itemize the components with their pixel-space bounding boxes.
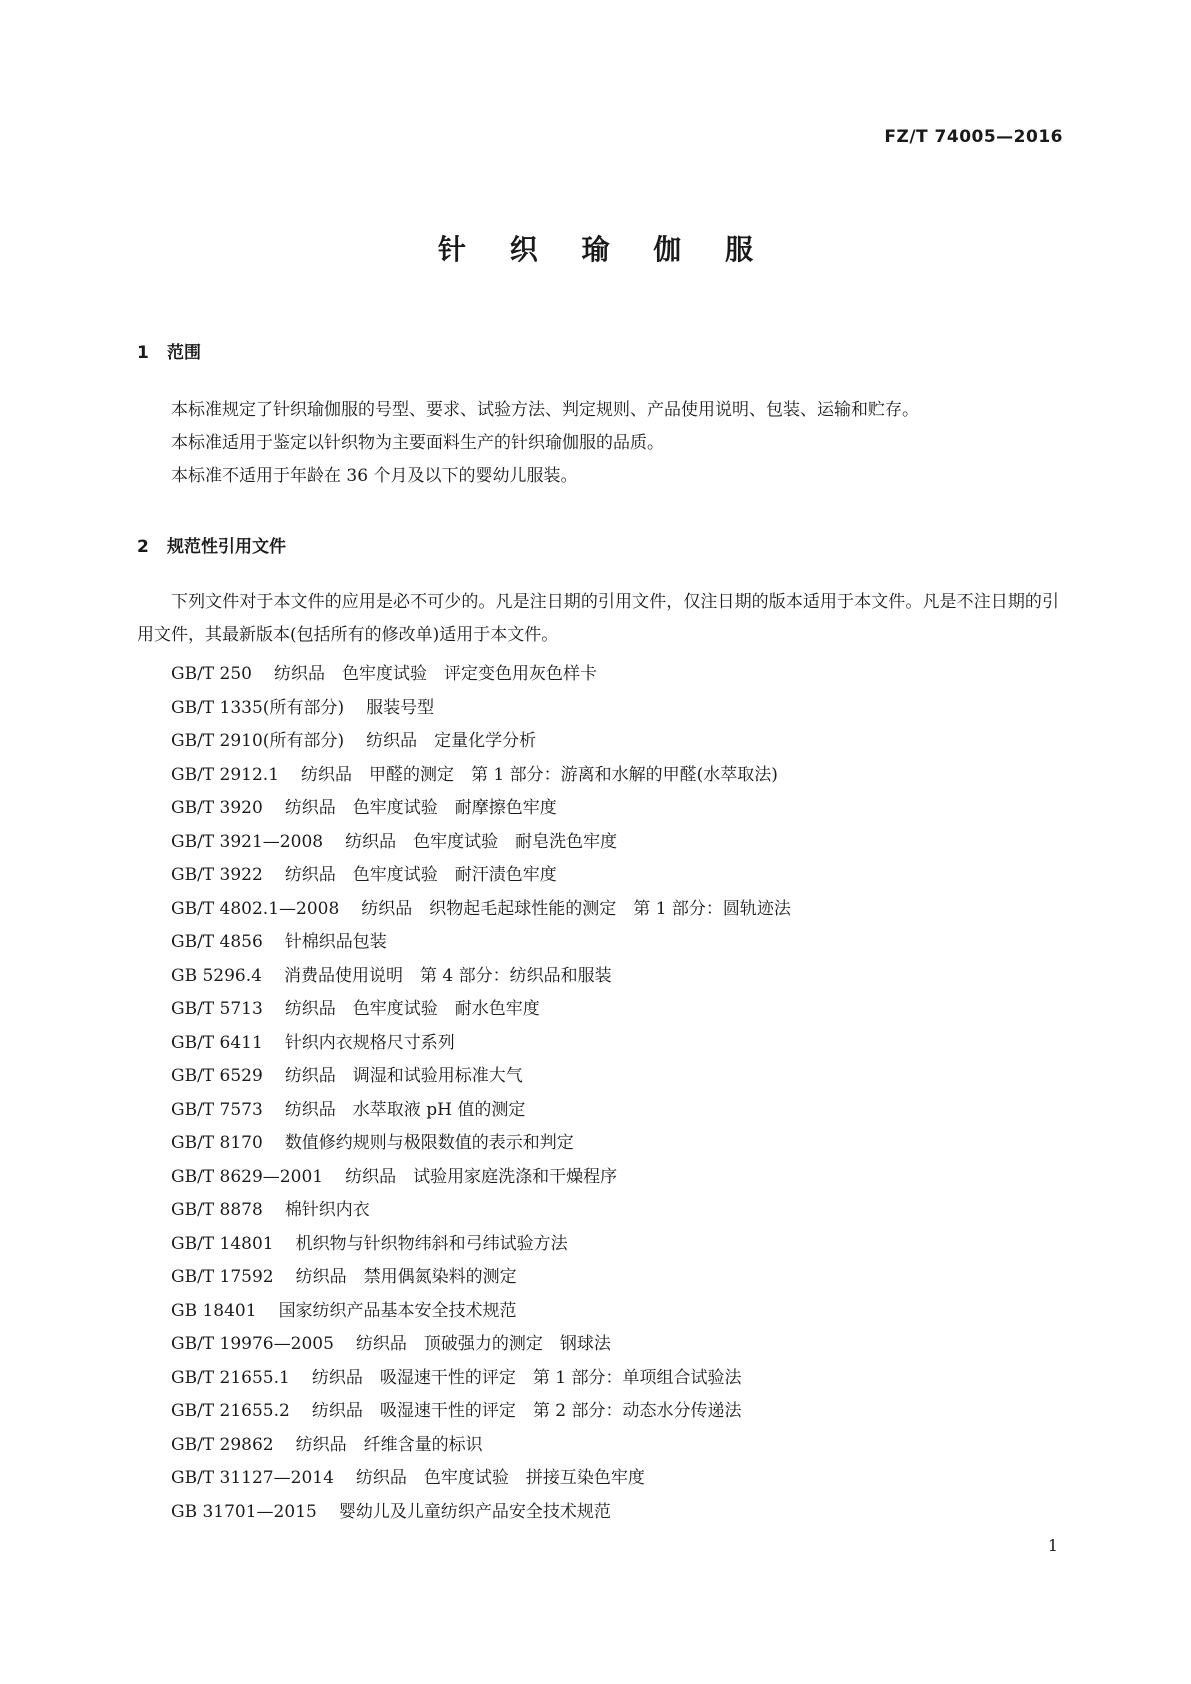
reference-item bbox=[171, 1194, 1051, 1228]
reference-item bbox=[171, 1261, 1051, 1295]
reference-title: 机织物与针织物纬斜和弓纬试验方法 bbox=[295, 1233, 568, 1254]
reference-title: 纺织品 定量化学分析 bbox=[366, 731, 537, 751]
reference-item bbox=[171, 725, 1051, 759]
reference-code: GB/T 21655.1 bbox=[171, 1367, 290, 1388]
reference-list bbox=[171, 658, 1051, 1529]
reference-item bbox=[171, 1060, 1051, 1094]
reference-item bbox=[171, 658, 1051, 692]
reference-item bbox=[171, 1127, 1051, 1161]
scope-paragraph: 本标准不适用于年龄在 36 个月及以下的婴幼儿服装。 bbox=[171, 466, 578, 486]
reference-code: GB/T 3922 bbox=[171, 865, 263, 885]
reference-item bbox=[171, 1462, 1051, 1496]
reference-item bbox=[171, 893, 1051, 927]
reference-code: GB/T 8878 bbox=[171, 1200, 263, 1220]
reference-code: GB/T 19976—2005 bbox=[171, 1334, 334, 1354]
reference-title: 纺织品 色牢度试验 耐摩擦色牢度 bbox=[284, 798, 557, 818]
scope-body bbox=[137, 394, 1059, 493]
reference-title: 纺织品 调湿和试验用标准大气 bbox=[284, 1066, 523, 1086]
reference-code: GB/T 4856 bbox=[171, 932, 263, 952]
reference-code: GB 31701—2015 bbox=[171, 1501, 317, 1522]
reference-item bbox=[171, 759, 1051, 793]
references-intro bbox=[137, 586, 1059, 652]
reference-title: 婴幼儿及儿童纺织产品安全技术规范 bbox=[338, 1501, 611, 1522]
page-number: 1 bbox=[1047, 1536, 1058, 1555]
reference-title: 纺织品 色牢度试验 耐汗渍色牢度 bbox=[284, 865, 557, 885]
document-title: 针 织 瑜 伽 服 bbox=[438, 233, 770, 266]
reference-code: GB/T 5713 bbox=[171, 999, 263, 1019]
reference-item bbox=[171, 826, 1051, 860]
reference-title: 国家纺织产品基本安全技术规范 bbox=[278, 1300, 517, 1321]
reference-item bbox=[171, 1161, 1051, 1195]
reference-code: GB/T 8170 bbox=[171, 1133, 263, 1153]
reference-code: GB 5296.4 bbox=[171, 965, 262, 986]
section-heading-scope bbox=[137, 338, 201, 363]
reference-title: 纺织品 色牢度试验 耐水色牢度 bbox=[284, 999, 540, 1019]
reference-item bbox=[171, 1228, 1051, 1262]
reference-title: 纺织品 色牢度试验 耐皂洗色牢度 bbox=[345, 831, 618, 852]
reference-title: 纺织品 吸湿速干性的评定 第 1 部分：单项组合试验法 bbox=[311, 1367, 742, 1388]
reference-title: 消费品使用说明 第 4 部分：纺织品和服装 bbox=[283, 965, 612, 986]
reference-title: 数值修约规则与极限数值的表示和判定 bbox=[284, 1133, 574, 1153]
reference-item bbox=[171, 1094, 1051, 1128]
reference-code: GB/T 6529 bbox=[171, 1066, 263, 1086]
reference-title: 纺织品 水萃取液 pH 值的测定 bbox=[284, 1099, 526, 1120]
reference-code: GB/T 2912.1 bbox=[171, 764, 280, 785]
scope-paragraph: 本标准规定了针织瑜伽服的号型、要求、试验方法、判定规则、产品使用说明、包装、运输和贮存。 bbox=[171, 400, 919, 420]
reference-code: GB/T 6411 bbox=[171, 1032, 263, 1053]
reference-item bbox=[171, 1395, 1051, 1429]
section-heading-normative-references bbox=[137, 532, 286, 557]
reference-title: 纺织品 试验用家庭洗涤和干燥程序 bbox=[345, 1166, 618, 1187]
reference-item bbox=[171, 1027, 1051, 1061]
reference-code: GB/T 21655.2 bbox=[171, 1401, 290, 1421]
reference-title: 纺织品 甲醛的测定 第 1 部分：游离和水解的甲醛(水萃取法) bbox=[301, 764, 778, 785]
reference-title: 纺织品 吸湿速干性的评定 第 2 部分：动态水分传递法 bbox=[311, 1401, 742, 1421]
reference-title: 纺织品 织物起毛起球性能的测定 第 1 部分：圆轨迹法 bbox=[361, 898, 791, 919]
section-number: 1 bbox=[137, 343, 149, 363]
reference-item bbox=[171, 1429, 1051, 1463]
reference-code: GB/T 31127—2014 bbox=[171, 1468, 334, 1488]
reference-title: 纺织品 顶破强力的测定 钢球法 bbox=[355, 1334, 611, 1354]
reference-code: GB/T 3921—2008 bbox=[171, 831, 324, 852]
reference-item bbox=[171, 859, 1051, 893]
standard-code: FZ/T 74005—2016 bbox=[884, 127, 1063, 147]
reference-title: 纺织品 色牢度试验 评定变色用灰色样卡 bbox=[274, 664, 597, 684]
reference-item bbox=[171, 792, 1051, 826]
reference-title: 服装号型 bbox=[366, 697, 435, 718]
reference-code: GB/T 17592 bbox=[171, 1267, 274, 1287]
reference-item bbox=[171, 1496, 1051, 1530]
reference-code: GB/T 29862 bbox=[171, 1434, 274, 1455]
reference-code: GB/T 8629—2001 bbox=[171, 1166, 324, 1187]
reference-item bbox=[171, 1295, 1051, 1329]
reference-title: 棉针织内衣 bbox=[284, 1200, 370, 1220]
reference-item bbox=[171, 1362, 1051, 1396]
reference-item bbox=[171, 993, 1051, 1027]
reference-item bbox=[171, 692, 1051, 726]
reference-title: 纺织品 纤维含量的标识 bbox=[295, 1434, 483, 1455]
reference-code: GB/T 4802.1—2008 bbox=[171, 898, 340, 919]
reference-item bbox=[171, 960, 1051, 994]
section-number: 2 bbox=[137, 537, 149, 557]
references-intro-paragraph: 下列文件对于本文件的应用是必不可少的。凡是注日期的引用文件，仅注日期的版本适用于本文件。凡是不注日期的引用文件，其最新版本(包括所有的修改单)适用于本文件。 bbox=[137, 592, 1059, 645]
reference-code: GB/T 7573 bbox=[171, 1099, 263, 1120]
reference-code: GB/T 1335(所有部分) bbox=[171, 697, 345, 718]
reference-title: 针织内衣规格尺寸系列 bbox=[284, 1032, 455, 1053]
reference-code: GB/T 250 bbox=[171, 664, 252, 684]
section-title: 范围 bbox=[167, 343, 201, 363]
reference-title: 纺织品 禁用偶氮染料的测定 bbox=[295, 1267, 517, 1287]
reference-title: 纺织品 色牢度试验 拼接互染色牢度 bbox=[355, 1468, 645, 1488]
reference-item bbox=[171, 926, 1051, 960]
reference-title: 针棉织品包装 bbox=[284, 932, 387, 952]
reference-item bbox=[171, 1328, 1051, 1362]
reference-code: GB/T 2910(所有部分) bbox=[171, 731, 345, 751]
reference-code: GB/T 14801 bbox=[171, 1233, 274, 1254]
reference-code: GB 18401 bbox=[171, 1300, 257, 1321]
reference-code: GB/T 3920 bbox=[171, 798, 263, 818]
scope-paragraph: 本标准适用于鉴定以针织物为主要面料生产的针织瑜伽服的品质。 bbox=[171, 433, 664, 453]
section-title: 规范性引用文件 bbox=[167, 537, 286, 557]
